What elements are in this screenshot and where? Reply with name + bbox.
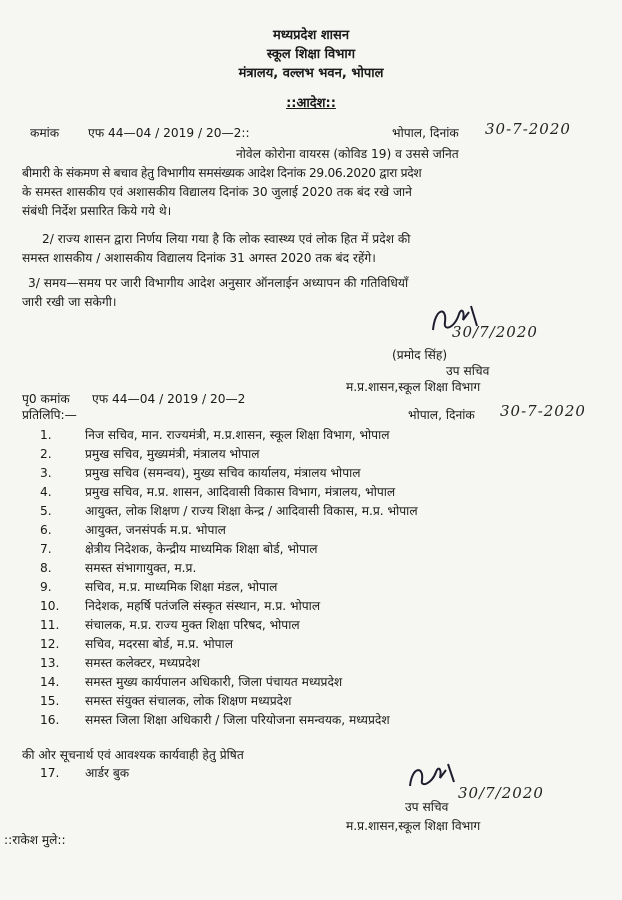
signature1-designation: उप सचिव (446, 364, 490, 378)
order-line4: संबंधी निर्देश प्रसारित किये गये थे। (22, 204, 172, 218)
list-item-text: प्रमुख सचिव, मुख्यमंत्री, मंत्रालय भोपाल (85, 447, 260, 461)
order-title: ::आदेश:: (286, 96, 336, 111)
list-item-text: सचिव, म.प्र. माध्यमिक शिक्षा मंडल, भोपाल (85, 580, 278, 594)
endorsement-place-date-label: भोपाल, दिनांक (408, 408, 475, 422)
list-item-17-text: आर्डर बुक (85, 766, 130, 780)
list-item-text: समस्त संयुक्त संचालक, लोक शिक्षण मध्यप्रदेश (85, 694, 292, 708)
header-address: मंत्रालय, वल्लभ भवन, भोपाल (238, 66, 384, 81)
endorsement-ref-label: पृ0 कमांक (22, 392, 70, 406)
list-item-text: प्रमुख सचिव, म.प्र. शासन, आदिवासी विकास विभाग, मंत्रालय, भोपाल (85, 485, 396, 499)
list-item-number: 12. (40, 637, 60, 651)
order-para2-line2: समस्त शासकीय / अशासकीय विद्यालय दिनांक 31 अगस्त 2020 तक बंद रहेंगे। (22, 251, 376, 265)
list-item-number: 9. (40, 580, 52, 594)
list-item-number: 16. (40, 713, 60, 727)
list-item-text: क्षेत्रीय निदेशक, केन्द्रीय माध्यमिक शिक्षा बोर्ड, भोपाल (85, 542, 318, 556)
list-item-number: 2. (40, 447, 52, 461)
list-item-text: निज सचिव, मान. राज्यमंत्री, म.प्र.शासन, स्कूल शिक्षा विभाग, भोपाल (85, 428, 390, 442)
list-item-text: प्रमुख सचिव (समन्वय), मुख्य सचिव कार्यालय, मंत्रालय भोपाल (85, 466, 361, 480)
list-item-text: सचिव, मदरसा बोर्ड, म.प्र. भोपाल (85, 637, 233, 651)
list-item-number: 5. (40, 504, 52, 518)
list-item-number: 14. (40, 675, 60, 689)
list-item-text: निदेशक, महर्षि पतंजलि संस्कृत संस्थान, म.प्र. भोपाल (85, 599, 321, 613)
order-line2: बीमारी के संकमण से बचाव हेतु विभागीय समसंख्यक आदेश दिनांक 29.06.2020 द्वारा प्रदेश (22, 166, 422, 180)
endorsement-date-handwritten: 30-7-2020 (500, 402, 586, 420)
list-item-number: 4. (40, 485, 52, 499)
list-item-17-number: 17. (40, 766, 60, 780)
order-line3: के समस्त शासकीय एवं अशासकीय विद्यालय दिनांक 30 जुलाई 2020 तक बंद रखे जाने (22, 185, 412, 199)
signature1-name: (प्रमोद सिंह) (392, 348, 448, 362)
list-item-text: समस्त कलेक्टर, मध्यप्रदेश (85, 656, 200, 670)
order-ref-number: एफ 44—04 / 2019 / 20—2:: (88, 126, 250, 140)
list-item-number: 13. (40, 656, 60, 670)
list-item-text: समस्त मुख्य कार्यपालन अधिकारी, जिला पंचायत मध्यप्रदेश (85, 675, 343, 689)
order-para2-line1: 2/ राज्य शासन द्वारा निर्णय लिया गया है कि लोक स्वास्थ्य एवं लोक हित में प्रदेश की (42, 232, 411, 246)
order-place-date-label: भोपाल, दिनांक (392, 126, 459, 140)
header-govt: मध्यप्रदेश शासन (272, 28, 350, 43)
list-item-text: आयुक्त, जनसंपर्क म.प्र. भोपाल (85, 523, 226, 537)
list-item-number: 8. (40, 561, 52, 575)
order-date-handwritten: 30-7-2020 (485, 120, 571, 138)
signature1-handwritten-date: 30/7/2020 (452, 323, 538, 341)
signature2-designation: उप सचिव (405, 800, 449, 814)
list-item-text: संचालक, म.प्र. राज्य मुक्त शिक्षा परिषद, भोपाल (85, 618, 300, 632)
list-item-text: समस्त जिला शिक्षा अधिकारी / जिला परियोजना समन्वयक, मध्यप्रदेश (85, 713, 390, 727)
signature1-office: म.प्र.शासन,स्कूल शिक्षा विभाग (346, 380, 481, 394)
endorsement-ref-number: एफ 44—04 / 2019 / 20—2 (92, 392, 246, 406)
list-item-text: समस्त संभागायुक्त, म.प्र. (85, 561, 197, 575)
order-para3-line1: 3/ समय—समय पर जारी विभागीय आदेश अनुसार ऑनलाईन अध्यापन की गतिविधियॉं (28, 276, 409, 290)
signature2-office: म.प्र.शासन,स्कूल शिक्षा विभाग (346, 819, 481, 833)
copy-to-label: प्रतिलिपि:— (22, 408, 77, 422)
list-item-number: 10. (40, 599, 60, 613)
list-item-number: 1. (40, 428, 52, 442)
typist-initials: ::राकेश मुले:: (4, 833, 66, 847)
header-department: स्कूल शिक्षा विभाग (266, 47, 356, 62)
closing-line: की ओर सूचनार्थ एवं आवश्यक कार्यवाही हेतु प्रेषित (22, 748, 244, 762)
order-ref-label: कमांक (30, 126, 60, 140)
signature2-handwritten-date: 30/7/2020 (458, 784, 544, 802)
list-item-number: 6. (40, 523, 52, 537)
order-para3-line2: जारी रखी जा सकेगी। (22, 295, 117, 309)
list-item-number: 7. (40, 542, 52, 556)
order-line1: नोवेल कोरोना वायरस (कोविड 19) व उससे जनित (236, 147, 459, 161)
list-item-number: 11. (40, 618, 60, 632)
list-item-number: 15. (40, 694, 60, 708)
list-item-text: आयुक्त, लोक शिक्षण / राज्य शिक्षा केन्द्र / आदिवासी विकास, म.प्र. भोपाल (85, 504, 418, 518)
list-item-number: 3. (40, 466, 52, 480)
